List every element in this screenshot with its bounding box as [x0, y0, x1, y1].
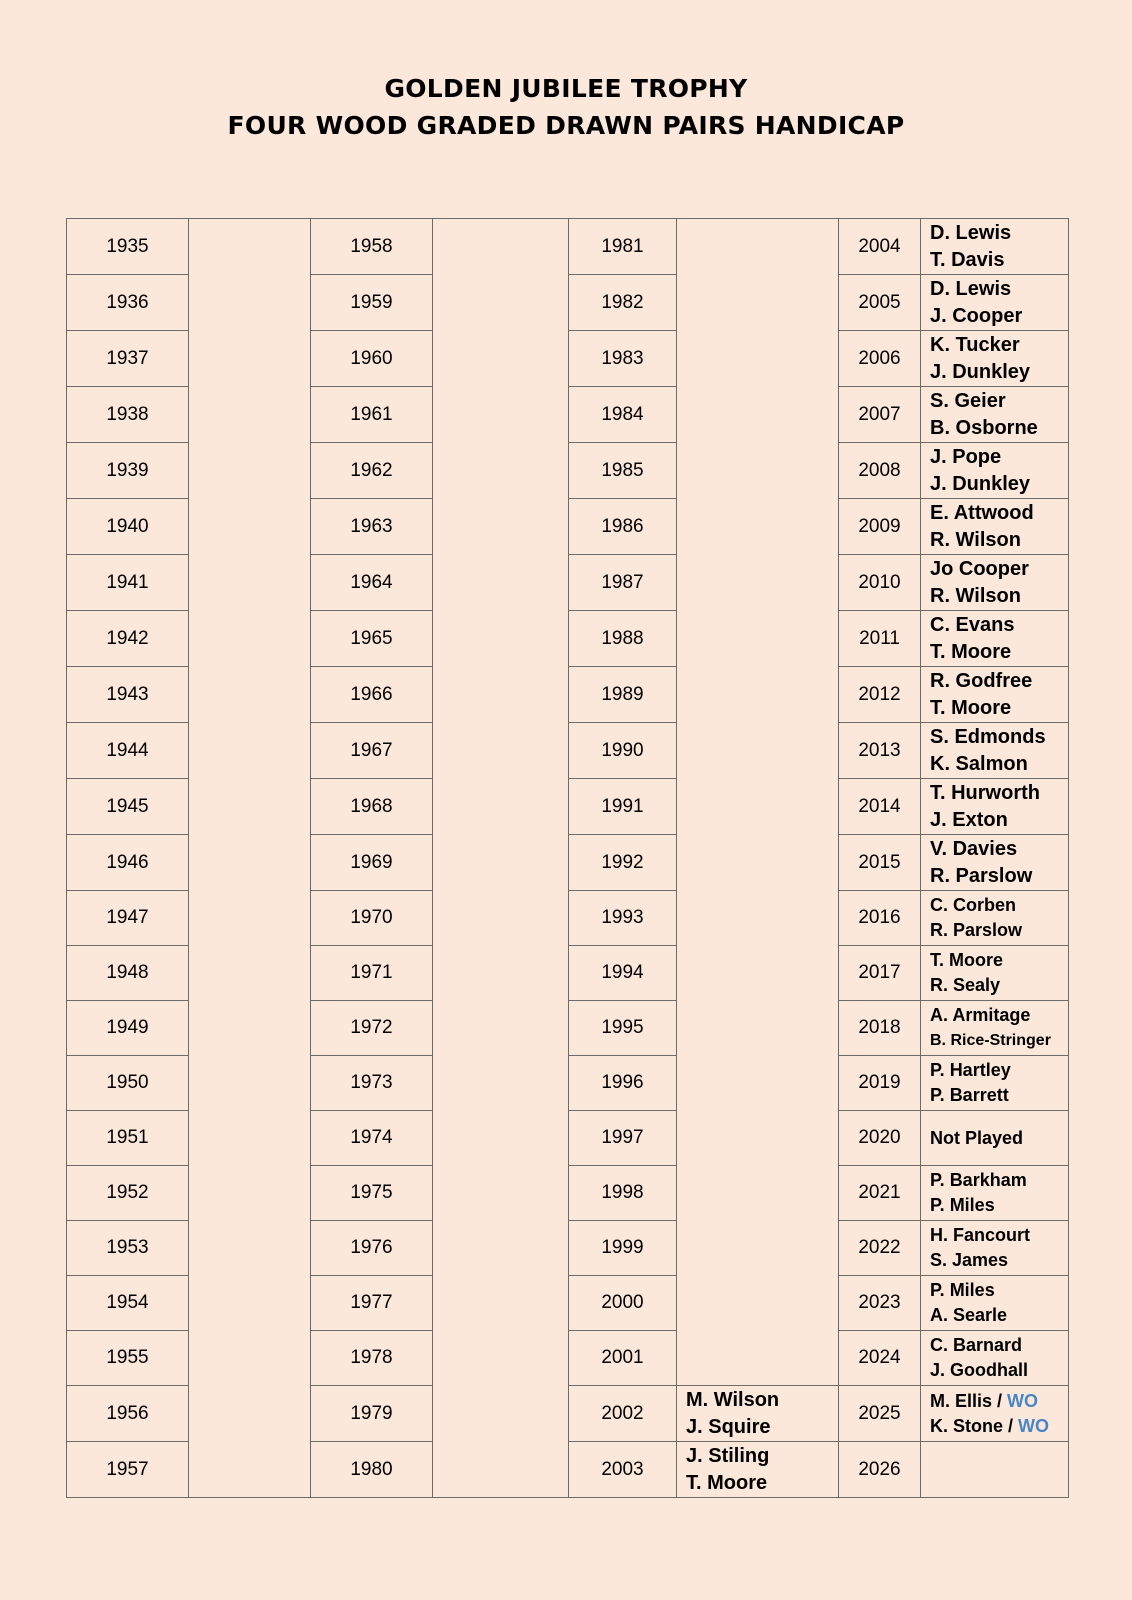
- winner-name-text: D. Lewis: [930, 221, 1012, 244]
- year-cell: 2007: [839, 387, 921, 443]
- winners-cell: [921, 946, 1069, 1001]
- winners-cell: [677, 1386, 839, 1442]
- winners-cell: [921, 1111, 1069, 1166]
- winner-name-text: C. Barnard: [930, 1335, 1023, 1355]
- winner-name: J. Stiling: [686, 1444, 770, 1467]
- year-cell: 2006: [839, 331, 921, 387]
- year-cell: 1986: [569, 499, 677, 555]
- winners-cell: [921, 1056, 1069, 1111]
- year-cell: 2004: [839, 219, 921, 275]
- year-cell: 1945: [67, 779, 189, 835]
- winners-table: [66, 218, 1069, 1498]
- year-cell: 1947: [67, 891, 189, 946]
- winner-name: M. Wilson: [686, 1388, 780, 1411]
- winner-name-text: S. Geier: [930, 389, 1006, 412]
- year-cell: 1961: [311, 387, 433, 443]
- year-cell: 1936: [67, 275, 189, 331]
- winner-name: J. Squire: [686, 1415, 771, 1438]
- winner-name-text: R. Godfree: [930, 669, 1033, 692]
- year-cell: 2002: [569, 1386, 677, 1442]
- year-cell: 1973: [311, 1056, 433, 1111]
- winner-name: [930, 668, 1068, 695]
- year-cell: 1980: [311, 1442, 433, 1498]
- winner-name: [930, 1168, 1068, 1193]
- year-cell: 2009: [839, 499, 921, 555]
- year-cell: 2014: [839, 779, 921, 835]
- winner-name-text: P. Hartley: [930, 1060, 1011, 1080]
- winner-name: [930, 444, 1068, 471]
- winner-name-text: T. Davis: [930, 248, 1005, 271]
- year-cell: 1997: [569, 1111, 677, 1166]
- winner-name: [930, 1303, 1068, 1328]
- winner-name: [930, 1028, 1068, 1053]
- winners-cell: [921, 835, 1069, 891]
- year-cell: 1939: [67, 443, 189, 499]
- year-cell: 1987: [569, 555, 677, 611]
- winners-cell-blank: [433, 219, 569, 1498]
- winner-name-text: J. Exton: [930, 808, 1008, 831]
- winner-name: [930, 388, 1068, 415]
- winners-cell: [921, 1331, 1069, 1386]
- year-cell: 2017: [839, 946, 921, 1001]
- winner-name-text: H. Fancourt: [930, 1225, 1031, 1245]
- year-cell: 1974: [311, 1111, 433, 1166]
- year-cell: 1952: [67, 1166, 189, 1221]
- winner-name: [930, 1193, 1068, 1218]
- winner-name: [930, 1414, 1068, 1439]
- year-cell: 2024: [839, 1331, 921, 1386]
- year-cell: 1935: [67, 219, 189, 275]
- year-cell: 2020: [839, 1111, 921, 1166]
- year-cell: 1964: [311, 555, 433, 611]
- winner-name-text: M. Ellis /: [930, 1390, 1008, 1411]
- winner-name: [930, 1223, 1068, 1248]
- winner-name-text: A. Searle: [930, 1305, 1008, 1325]
- year-cell: 1999: [569, 1221, 677, 1276]
- winner-name: [930, 751, 1068, 778]
- winner-name-text: R. Sealy: [930, 975, 1001, 995]
- winner-name-text: S. Edmonds: [930, 725, 1046, 748]
- winner-name: [930, 247, 1068, 274]
- year-cell: 1995: [569, 1001, 677, 1056]
- winners-cell: [921, 443, 1069, 499]
- year-cell: 1956: [67, 1386, 189, 1442]
- year-cell: 1988: [569, 611, 677, 667]
- year-cell: 1996: [569, 1056, 677, 1111]
- winners-cell: [921, 1386, 1069, 1442]
- year-cell: 2026: [839, 1442, 921, 1498]
- winner-name: [930, 1248, 1068, 1273]
- winner-name-text: T. Hurworth: [930, 781, 1040, 804]
- winner-name-text: J. Goodhall: [930, 1360, 1029, 1380]
- walkover-link[interactable]: WO: [1007, 1390, 1039, 1411]
- year-cell: 1958: [311, 219, 433, 275]
- winner-name-text: K. Tucker: [930, 333, 1020, 356]
- walkover-link[interactable]: WO: [1018, 1415, 1050, 1436]
- winner-name-text: T. Moore: [930, 950, 1004, 970]
- title-line-2: FOUR WOOD GRADED DRAWN PAIRS HANDICAP: [227, 111, 905, 140]
- winner-name: [930, 276, 1068, 303]
- winner-name-text: V. Davies: [930, 837, 1018, 860]
- year-cell: 2016: [839, 891, 921, 946]
- year-cell: 1983: [569, 331, 677, 387]
- year-cell: 2018: [839, 1001, 921, 1056]
- winner-name: [930, 556, 1068, 583]
- winners-cell: [921, 219, 1069, 275]
- year-cell: 2022: [839, 1221, 921, 1276]
- winners-cell: [921, 555, 1069, 611]
- winners-cell: [921, 1001, 1069, 1056]
- winner-name-text: J. Pope: [930, 445, 1002, 468]
- year-cell: 1949: [67, 1001, 189, 1056]
- title-line-1: GOLDEN JUBILEE TROPHY: [384, 74, 748, 103]
- winner-name: [930, 500, 1068, 527]
- winner-name: [930, 415, 1068, 442]
- year-cell: 1984: [569, 387, 677, 443]
- winner-name: [930, 1358, 1068, 1383]
- year-cell: 1941: [67, 555, 189, 611]
- year-cell: 1944: [67, 723, 189, 779]
- winners-cell: [921, 275, 1069, 331]
- year-cell: 1942: [67, 611, 189, 667]
- winner-name: [930, 1003, 1068, 1028]
- winners-cell: [921, 667, 1069, 723]
- year-cell: 1960: [311, 331, 433, 387]
- year-cell: 1943: [67, 667, 189, 723]
- winner-name-text: T. Moore: [930, 640, 1012, 663]
- winner-name: [930, 639, 1068, 666]
- winner-name-text: P. Barkham: [930, 1170, 1027, 1190]
- winner-name: [930, 807, 1068, 834]
- winner-name: [930, 1083, 1068, 1108]
- year-cell: 1977: [311, 1276, 433, 1331]
- winner-name: [930, 359, 1068, 386]
- winner-name-text: D. Lewis: [930, 277, 1012, 300]
- winner-name: [930, 1126, 1068, 1151]
- winners-cell: [921, 499, 1069, 555]
- year-cell: 1953: [67, 1221, 189, 1276]
- winner-name-text: R. Parslow: [930, 864, 1033, 887]
- winner-name: [930, 893, 1068, 918]
- year-cell: 1971: [311, 946, 433, 1001]
- winner-name-text: K. Salmon: [930, 752, 1028, 775]
- winner-name: [930, 948, 1068, 973]
- winner-name: T. Moore: [686, 1471, 768, 1494]
- year-cell: 2015: [839, 835, 921, 891]
- winner-name-text: P. Barrett: [930, 1085, 1009, 1105]
- year-cell: 2008: [839, 443, 921, 499]
- year-cell: 1967: [311, 723, 433, 779]
- winners-cell: [921, 1442, 1069, 1498]
- winners-cell: [921, 891, 1069, 946]
- year-cell: 1959: [311, 275, 433, 331]
- year-cell: 1976: [311, 1221, 433, 1276]
- winner-name-text: R. Wilson: [930, 528, 1021, 551]
- year-cell: 1940: [67, 499, 189, 555]
- year-cell: 1978: [311, 1331, 433, 1386]
- winners-cell: [921, 331, 1069, 387]
- year-cell: 1979: [311, 1386, 433, 1442]
- year-cell: 1951: [67, 1111, 189, 1166]
- winner-name-text: K. Stone /: [930, 1415, 1019, 1436]
- year-cell: 1970: [311, 891, 433, 946]
- year-cell: 1938: [67, 387, 189, 443]
- winners-cell: [921, 723, 1069, 779]
- year-cell: 2025: [839, 1386, 921, 1442]
- year-cell: 2021: [839, 1166, 921, 1221]
- page-title: [0, 70, 1132, 144]
- year-cell: 1968: [311, 779, 433, 835]
- winners-cell: [677, 1442, 839, 1498]
- winner-name: [930, 332, 1068, 359]
- winner-name-text: J. Cooper: [930, 304, 1023, 327]
- winner-name-text: J. Dunkley: [930, 360, 1031, 383]
- winners-cell-blank: [677, 219, 839, 1386]
- year-cell: 1998: [569, 1166, 677, 1221]
- winner-name: [930, 918, 1068, 943]
- winner-name-text: Jo Cooper: [930, 557, 1029, 580]
- winner-name-text: S. James: [930, 1250, 1009, 1270]
- winners-cell: [921, 387, 1069, 443]
- year-cell: 1965: [311, 611, 433, 667]
- winners-cell: [921, 1276, 1069, 1331]
- winner-name: [930, 973, 1068, 998]
- year-cell: 1989: [569, 667, 677, 723]
- winner-name-text: B. Osborne: [930, 416, 1038, 439]
- year-cell: 1982: [569, 275, 677, 331]
- winner-name: [930, 724, 1068, 751]
- year-cell: 2000: [569, 1276, 677, 1331]
- year-cell: 1950: [67, 1056, 189, 1111]
- winner-name-text: Not Played: [930, 1127, 1024, 1148]
- year-cell: 1954: [67, 1276, 189, 1331]
- winners-cell: [921, 1221, 1069, 1276]
- year-cell: 1937: [67, 331, 189, 387]
- year-cell: 1981: [569, 219, 677, 275]
- winner-name: [930, 695, 1068, 722]
- year-cell: 1994: [569, 946, 677, 1001]
- year-cell: 1992: [569, 835, 677, 891]
- year-cell: 1975: [311, 1166, 433, 1221]
- winner-name: [930, 836, 1068, 863]
- winner-name-text: T. Moore: [930, 696, 1012, 719]
- year-cell: 1955: [67, 1331, 189, 1386]
- year-cell: 2012: [839, 667, 921, 723]
- winner-name-text: A. Armitage: [930, 1005, 1031, 1025]
- winner-name-text: E. Attwood: [930, 501, 1034, 524]
- winners-cell-blank: [189, 219, 311, 1498]
- year-cell: 2013: [839, 723, 921, 779]
- year-cell: 1963: [311, 499, 433, 555]
- winner-name: [930, 1333, 1068, 1358]
- winner-name-text: P. Miles: [930, 1280, 995, 1300]
- year-cell: 2001: [569, 1331, 677, 1386]
- year-cell: 2011: [839, 611, 921, 667]
- year-cell: 1985: [569, 443, 677, 499]
- year-cell: 1962: [311, 443, 433, 499]
- winner-name-text: P. Miles: [930, 1195, 995, 1215]
- winner-name: [930, 1058, 1068, 1083]
- year-cell: 2003: [569, 1442, 677, 1498]
- year-cell: 1946: [67, 835, 189, 891]
- winner-name: [930, 780, 1068, 807]
- year-cell: 1948: [67, 946, 189, 1001]
- winner-name-text: J. Dunkley: [930, 472, 1031, 495]
- winner-name: [930, 1389, 1068, 1414]
- winner-name: [930, 303, 1068, 330]
- winner-name: [930, 471, 1068, 498]
- year-cell: 1957: [67, 1442, 189, 1498]
- winner-name-text: B. Rice-Stringer: [930, 1032, 1051, 1049]
- winner-name: [930, 527, 1068, 554]
- winner-name-text: C. Corben: [930, 895, 1017, 915]
- year-cell: 1969: [311, 835, 433, 891]
- winner-name: [930, 612, 1068, 639]
- year-cell: 1972: [311, 1001, 433, 1056]
- winners-cell: [921, 611, 1069, 667]
- winner-name-text: R. Wilson: [930, 584, 1021, 607]
- winners-cell: [921, 1166, 1069, 1221]
- winner-name: [930, 1278, 1068, 1303]
- year-cell: 2005: [839, 275, 921, 331]
- winner-name: [930, 583, 1068, 610]
- year-cell: 1966: [311, 667, 433, 723]
- year-cell: 2023: [839, 1276, 921, 1331]
- winner-name-text: C. Evans: [930, 613, 1015, 636]
- winner-name: [930, 220, 1068, 247]
- year-cell: 2010: [839, 555, 921, 611]
- year-cell: 1991: [569, 779, 677, 835]
- winner-name-text: R. Parslow: [930, 920, 1023, 940]
- year-cell: 1993: [569, 891, 677, 946]
- year-cell: 1990: [569, 723, 677, 779]
- winner-name: [930, 863, 1068, 890]
- table-row: [67, 219, 1069, 275]
- winners-cell: [921, 779, 1069, 835]
- year-cell: 2019: [839, 1056, 921, 1111]
